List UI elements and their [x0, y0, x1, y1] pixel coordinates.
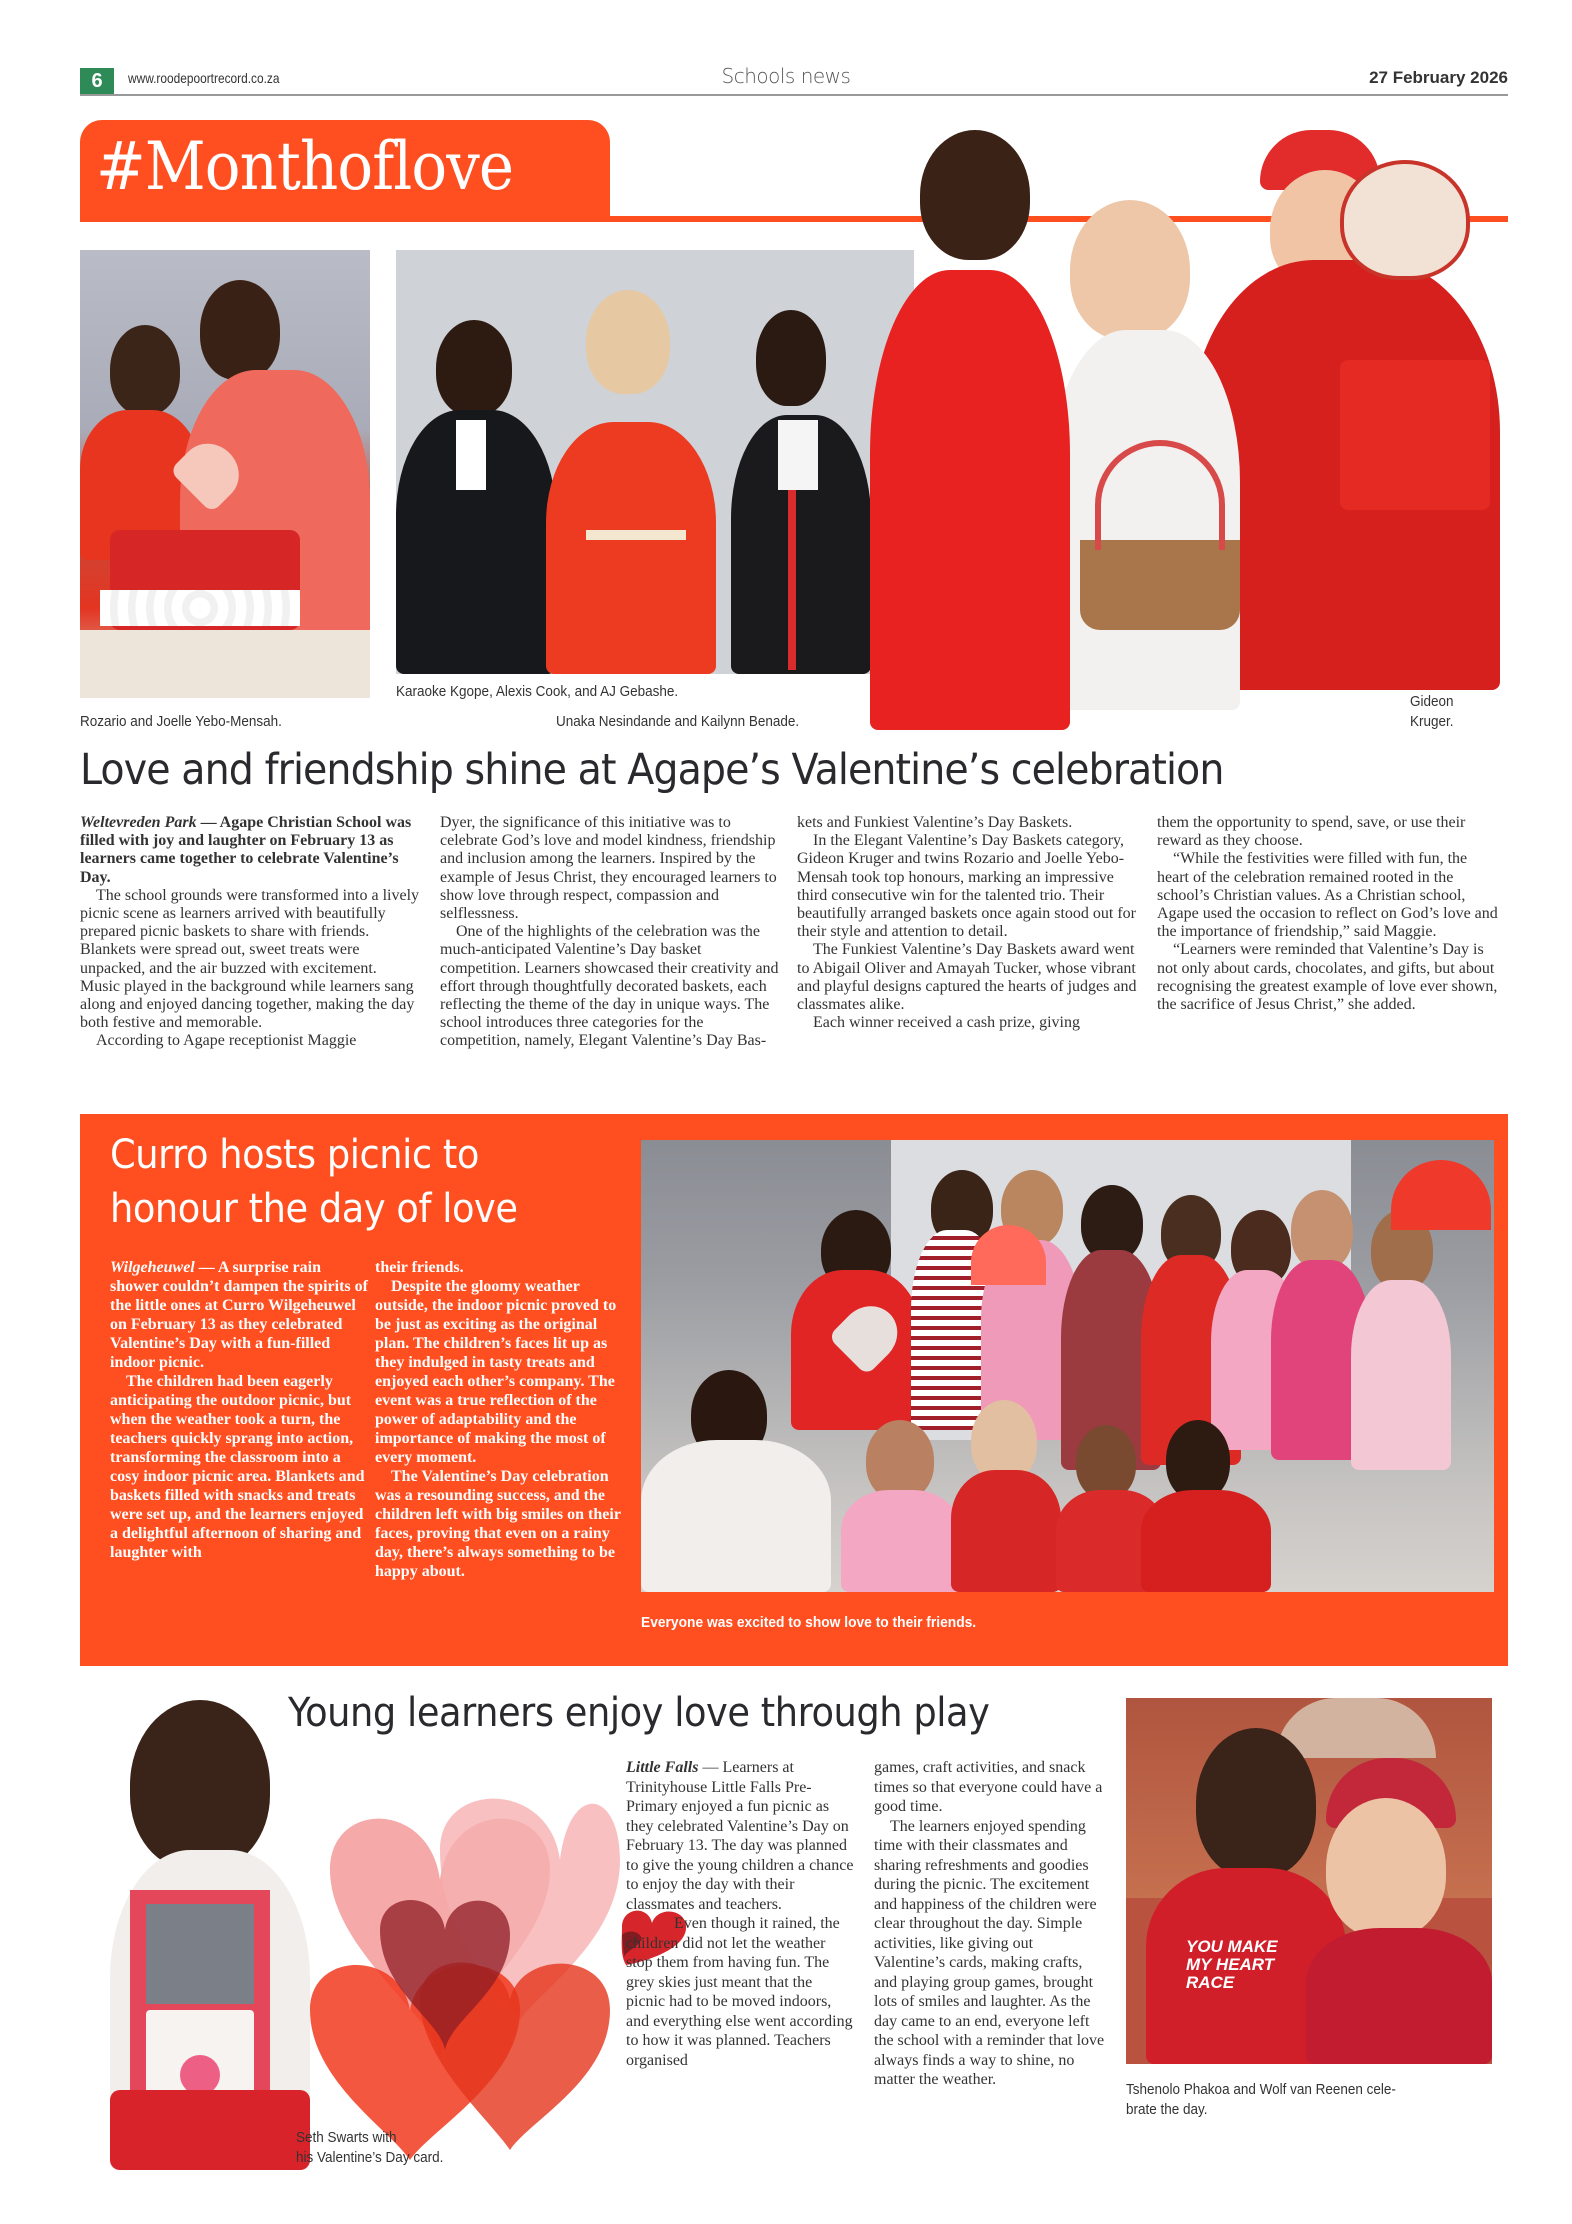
lead-text: — A surprise rain shower couldn’t dampen the spirits of the little ones at Curro Wilgeheuwel on February 13 as they celebrated Valentine’s Day with a fun-filled indoor picnic.	[110, 1259, 368, 1371]
page-number: 6	[80, 68, 114, 94]
paragraph: their friends.	[375, 1259, 464, 1276]
article3-col2	[874, 1758, 1106, 2090]
issue-date: 27 February 2026	[1369, 68, 1508, 87]
paragraph: The children had been eagerly anticipating the outdoor picnic, but when the weather took a turn, the teachers quickly sprang into action, transforming the classroom into a cosy indoor picnic area. Blankets and baskets filled with snacks and treats were set up, and the learners enjoyed a delightful afternoon of sharing and laughter with	[110, 1373, 365, 1561]
headline-trinityhouse: Young learners enjoy love through play	[288, 1690, 990, 1736]
paragraph: kets and Funkiest Valentine’s Day Baskets.	[797, 814, 1073, 831]
paragraph: Despite the gloomy weather outside, the indoor picnic proved to be just as exciting as the original plan. The children’s faces lit up as they indulged in tasty treats and enjoyed each other’s company. The event was a true reflection of the power of adaptability and the importance of making the most of every moment.	[375, 1278, 617, 1466]
article2-col2	[375, 1258, 633, 1581]
article1-col1	[80, 814, 420, 1051]
dateline: Wilgeheuwel	[110, 1259, 195, 1276]
caption-unaka: Unaka Nesindande and Kailynn Benade.	[556, 713, 800, 730]
caption-seth-line1: Seth Swarts with	[296, 2129, 397, 2146]
paragraph: “Learners were reminded that Valentine’s Day is not only about cards, chocolates, and gifts, but about recognising the greatest example of love ever shown, the sacrifice of Jesus Christ,” she added.	[1157, 941, 1498, 1014]
article1-col3	[797, 814, 1142, 1032]
caption-gideon-line2: Kruger.	[1410, 713, 1454, 730]
caption-curro: Everyone was excited to show love to their friends.	[641, 1614, 977, 1631]
caption-karaoke: Karaoke Kgope, Alexis Cook, and AJ Gebashe.	[396, 683, 679, 700]
photo-rozario-joelle	[80, 250, 370, 698]
heart-balloon	[1340, 160, 1470, 280]
headline-curro	[110, 1128, 518, 1236]
photo-curro-group	[641, 1140, 1494, 1592]
paragraph: games, craft activities, and snack times so that everyone could have a good time.	[874, 1759, 1103, 1815]
paragraph: Dyer, the significance of this initiative was to celebrate God’s love and model kindness, friendship and inclusion among the learners. Inspired by the example of Jesus Christ, they encouraged learners to show love through respect, compassion and selflessness.	[440, 814, 777, 923]
article3-col1	[626, 1758, 854, 2070]
paragraph: The learners enjoyed spending time with their classmates and sharing refreshments and goodies during the picnic. The excitement and happiness of the children were clear throughout the day. Simple activities, like giving out Valentine’s cards, making crafts, and playing group games, brought lots of smiles and laughter. As the day came to an end, everyone left the school with a reminder that love always finds a way to shine, no matter the weather.	[874, 1817, 1105, 2088]
site-url[interactable]: www.roodepoortrecord.co.za	[128, 70, 280, 86]
paragraph: The school grounds were transformed into a lively picnic scene as learners arrived with beautifully prepared picnic baskets to share with friends. Blankets were spread out, sweet treats were unpacked, and the air buzzed with excitement. Music played in the background while learners sang along and enjoyed dancing together, making the day both festive and memorable.	[80, 886, 420, 1032]
caption-gideon-line1: Gideon	[1410, 693, 1454, 710]
paragraph: “While the festivities were filled with fun, the heart of the celebration remained rooted in the school’s Christian values. As a Christian school, Agape used the occasion to reflect on God’s love and the importance of friendship,” said Maggie.	[1157, 850, 1498, 941]
lead-text: — Agape Christian School was filled with joy and laughter on February 13 as learners came together to celebrate Valentine’s Day.	[80, 814, 412, 886]
paragraph: Even though it rained, the children did not let the weather stop them from having fun. The grey skies just meant that the picnic had to be moved indoors, and everything else went according to how it was planned. Teachers organised	[626, 1915, 853, 2069]
headline-line: Curro hosts picnic to	[110, 1132, 479, 1178]
caption-rozario: Rozario and Joelle Yebo-Mensah.	[80, 713, 282, 730]
section-name: Schools news	[721, 64, 851, 88]
shirt-print: YOU MAKE MY HEART RACE	[1186, 1937, 1278, 1992]
paragraph: According to Agape receptionist Maggie	[96, 1032, 357, 1050]
photo-tshenolo-wolf	[1126, 1698, 1492, 2064]
caption-tshenolo-line2: brate the day.	[1126, 2101, 1208, 2118]
caption-seth-line2: his Valentine’s Day card.	[296, 2149, 444, 2166]
dateline: Little Falls	[626, 1759, 699, 1776]
article2-col1	[110, 1258, 372, 1562]
caption-tshenolo-line1: Tshenolo Phakoa and Wolf van Reenen cele-	[1126, 2081, 1396, 2098]
photo-seth-swarts	[100, 1690, 340, 2170]
photo-karaoke-alexis-aj	[396, 250, 914, 674]
paragraph: The Funkiest Valentine’s Day Baskets award went to Abigail Oliver and Amayah Tucker, whose vibrant and playful designs captured the hearts of judges and classmates alike.	[797, 941, 1137, 1014]
article1-col4	[1157, 814, 1502, 1014]
headline-agape: Love and friendship shine at Agape’s Valentine’s celebration	[80, 745, 1224, 795]
header-divider	[80, 94, 1508, 96]
paragraph: Each winner received a cash prize, giving	[813, 1014, 1080, 1032]
article1-col2	[440, 814, 780, 1051]
banner-title: #Monthoflove	[96, 128, 514, 205]
paragraph: The Valentine’s Day celebration was a resounding success, and the children left with big smiles on their faces, proving that even on a rainy day, there’s always something to be happy about.	[375, 1468, 621, 1580]
paragraph: In the Elegant Valentine’s Day Baskets category, Gideon Kruger and twins Rozario and Joelle Yebo-Mensah took top honours, marking an impressive third consecutive win for the talented trio. Their beautifully arranged baskets once again stood out for their style and attention to detail.	[797, 832, 1136, 941]
paragraph: them the opportunity to spend, save, or use their reward as they choose.	[1157, 814, 1466, 850]
paragraph: One of the highlights of the celebration was the much-anticipated Valentine’s Day basket competition. Learners showcased their creativity and effort through thoughtfully decorated baskets, each reflecting the theme of the day in unique ways. The school introduces three categories for the competition, namely, Elegant Valentine’s Day Bas-	[440, 923, 779, 1050]
lead-text: — Learners at Trinityhouse Little Falls Pre-Primary enjoyed a fun picnic as they celebrated Valentine’s Day on February 13. The day was planned to give the young children a chance to enjoy the day with their classmates and teachers.	[626, 1759, 854, 1913]
dateline: Weltevreden Park	[80, 814, 197, 831]
basket	[1080, 540, 1240, 630]
headline-line: honour the day of love	[110, 1186, 518, 1232]
photo-unaka-kailynn-gideon	[860, 110, 1500, 730]
